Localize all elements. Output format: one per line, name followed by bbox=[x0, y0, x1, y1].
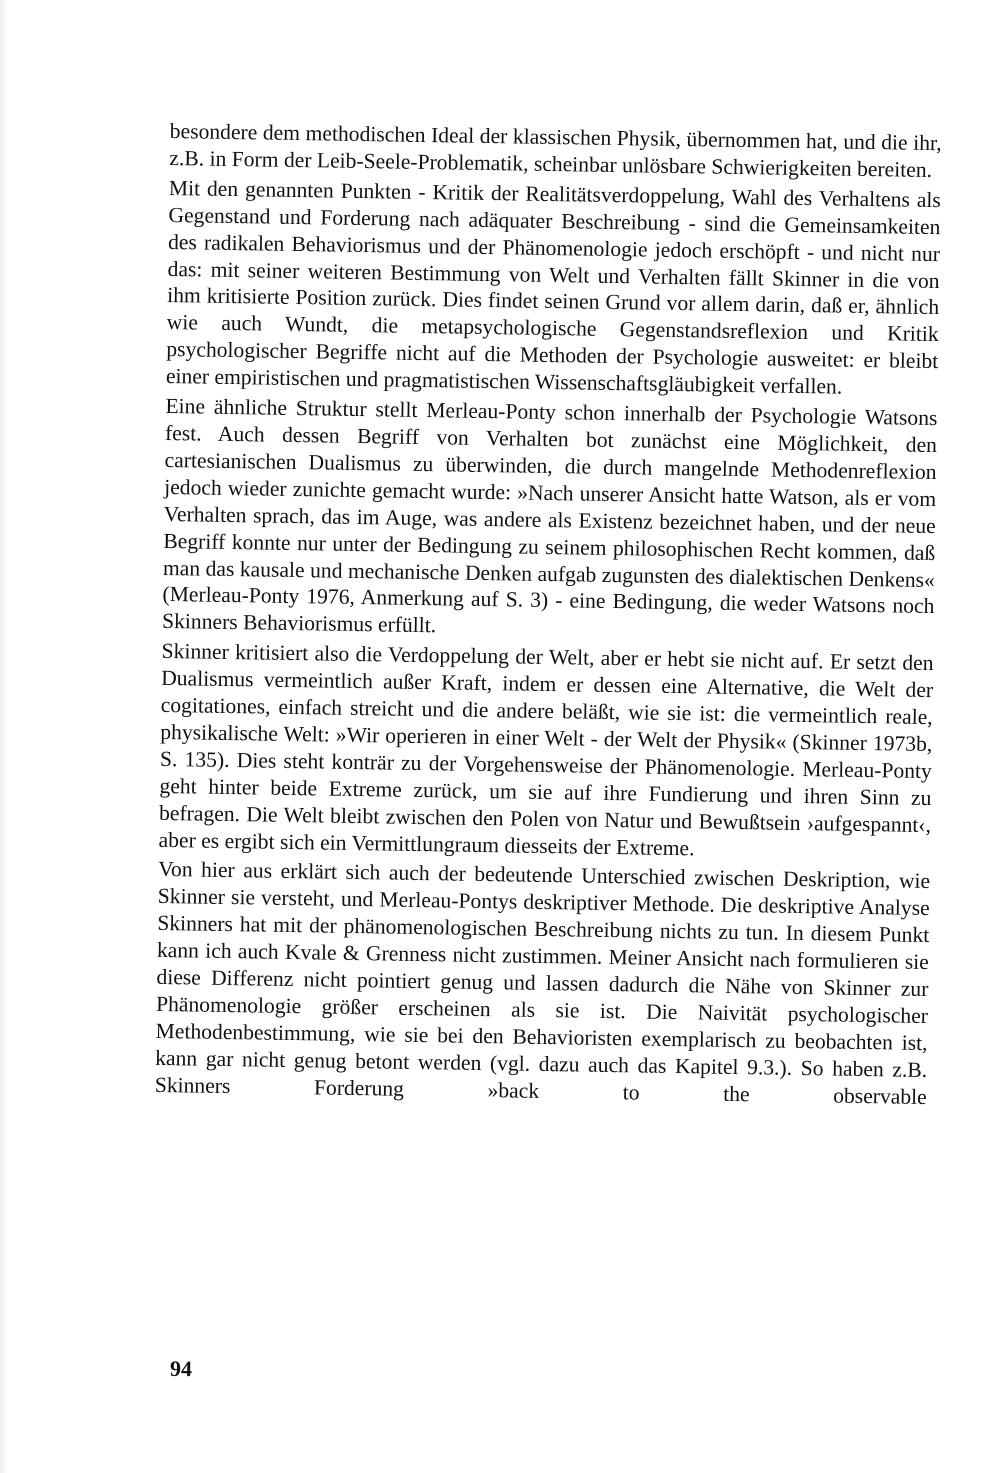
paragraph-5: Von hier aus erklärt sich auch der bedeutende Unterschied zwischen Deskription, wie Skinner sie versteht, und Merleau-Pontys deskriptiver Methode. Die deskriptive Analyse Skinners hat mit der phänomenologischen Beschreibung nichts zu tun. In diesem Punkt kann ich auch Kvale & Grenness nicht zustimmen. Meiner Ansicht nach formulieren sie diese Differenz nicht pointiert genug und lassen dadurch die Nähe von Skinner zur Phänomenologie größer erscheinen als sie ist. Die Naivität psychologischer Methodenbestimmung, wie sie bei den Behavioristen exemplarisch zu beobachten ist, kann gar nicht genug betont werden (vgl. dazu auch das Kapitel 9.3.). So haben z.B. Skinners Forderung »back to the observable bbox=[154, 857, 931, 1109]
paragraph-3: Eine ähnliche Struktur stellt Merleau-Ponty schon innerhalb der Psychologie Watsons fest. Auch dessen Begriff von Verhalten bot zunächst eine Möglichkeit, den cartesianischen Dualismus zu überwinden, die durch mangelnde Methodenreflexion jedoch wieder zunichte gemacht wurde: »Nach unserer Ansicht hatte Watson, als er vom Verhalten sprach, das im Auge, was andere als Existenz bezeichnet haben, und der neue Begriff konnte nur unter der Bedingung zu seinem philosophischen Recht kommen, daß man das kausale und mechanische Denken aufgab zugunsten des dialektischen Denkens« (Merleau-Ponty 1976, Anmerkung auf S. 3) - eine Bedingung, die weder Watsons noch Skinners Behaviorismus erfüllt. bbox=[161, 394, 938, 638]
page-number: 94 bbox=[169, 1355, 193, 1382]
paragraph-1: besondere dem methodischen Ideal der klassischen Physik, übernommen hat, und die ihr, z.B. in Form der Leib-Seele-Problematik, scheinbar unlösbare Schwierigkeiten bereiten. bbox=[169, 118, 942, 182]
scan-edge-shadow bbox=[0, 0, 8, 1473]
body-text bbox=[155, 118, 942, 1111]
paragraph-2: Mit den genannten Punkten - Kritik der Realitätsverdoppelung, Wahl des Verhaltens als Gegenstand und Forderung nach adäquater Beschreibung - sind die Gemeinsamkeiten des radikalen Behaviorismus und der Phänomenologie jedoch erschöpft - und nicht nur das: mit seiner weiteren Bestimmung von Welt und Verhalten fällt Skinner in die von ihm kritisierte Position zurück. Dies findet seinen Grund vor allem darin, daß er, ähnlich wie auch Wundt, die metapsychologische Gegenstandsreflexion und Kritik psychologischer Begriffe nicht auf die Methoden der Psychologie ausweitet: er bleibt einer empiristischen und pragmatistischen Wissenschaftsgläubigkeit verfallen. bbox=[165, 175, 941, 399]
paragraph-4: Skinner kritisiert also die Verdoppelung der Welt, aber er hebt sie nicht auf. Er setzt den Dualismus vermeintlich außer Kraft, indem er dessen eine Alternative, die Welt der cogitationes, einfach streicht und die andere beläßt, wie sie ist: die vermeintlich reale, physikalische Welt: »Wir operieren in einer Welt - der Welt der Physik« (Skinner 1973b, S. 135). Dies steht konträr zu der Vorgehensweise der Phänomenologie. Merleau-Ponty geht hinter beide Extreme zurück, um sie auf ihre Fundierung und ihren Sinn zu befragen. Die Welt bleibt zwischen den Polen von Natur und Bewußtsein ›aufgespannt‹, aber es ergibt sich ein Vermittlungraum diesseits der Extreme. bbox=[158, 639, 934, 860]
